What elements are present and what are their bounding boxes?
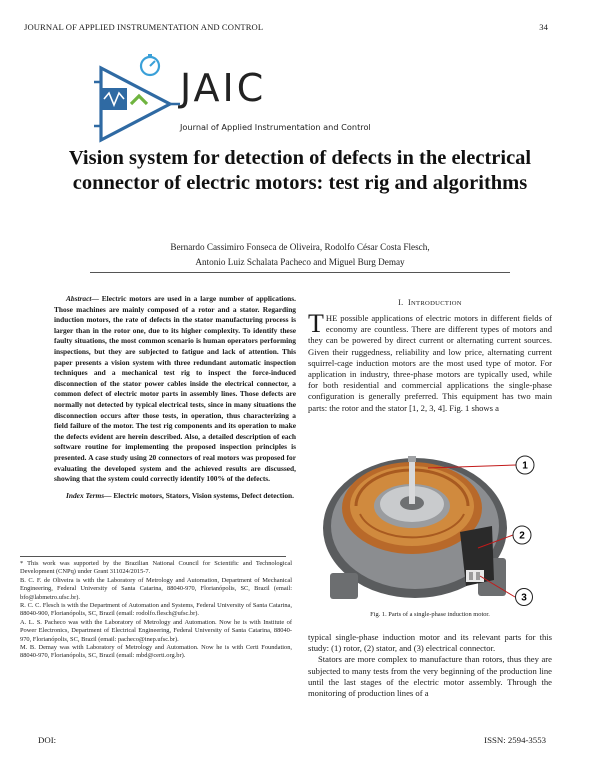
footnote-author-1: B. C. F. de Oliveira is with the Laboratory of Metrology and Automation, Department of Mechanical Engineering, Federal University of Santa Catarina, 88040-970, Florianópolis, SC, Brazil (email: bfo@labmetro.ufsc.br). bbox=[20, 576, 292, 601]
paper-title: Vision system for detection of defects in the electrical connector of electric motors: test rig and algorithms bbox=[68, 147, 532, 194]
index-terms-label: Index Terms— bbox=[66, 490, 112, 500]
footnote-author-2: R. C. C. Flesch is with the Department of Automation and Systems, Federal University of Santa Catarina, 88040-900, Florianópolis, SC, Brazil (email: rodolfo.flesch@ufsc.br). bbox=[20, 602, 292, 618]
running-head bbox=[24, 22, 548, 34]
callout-rotor bbox=[516, 456, 534, 474]
journal-full-name: Journal of Applied Instrumentation and Control bbox=[180, 122, 371, 132]
abstract bbox=[54, 294, 296, 485]
authors-line-2: Antonio Luiz Schalata Pacheco and Miguel Burg Demay bbox=[195, 257, 405, 267]
page-number: 34 bbox=[539, 22, 548, 32]
footnote-author-4: M. B. Demay was with Laboratory of Metrology and Automation. Now he is with Certi Foundation, 88040-970, Florianópolis, SC, Brazil (email: mbd@certi.org.br). bbox=[20, 644, 292, 660]
index-terms-text: Electric motors, Stators, Vision systems, Defect detection. bbox=[111, 490, 294, 500]
callout-connector bbox=[516, 589, 533, 606]
figure-motor-photo bbox=[310, 448, 550, 606]
section-numeral: I. bbox=[398, 298, 404, 307]
callout-stator bbox=[513, 526, 531, 544]
right-column bbox=[308, 298, 552, 414]
motor-illustration bbox=[310, 448, 550, 606]
index-terms bbox=[54, 491, 296, 502]
abstract-label: Abstract— bbox=[66, 294, 99, 303]
section-heading-initial: I bbox=[407, 298, 411, 307]
journal-acronym: JAIC bbox=[180, 66, 267, 110]
amplifier-logo-icon bbox=[92, 46, 192, 146]
section-heading-rest: NTRODUCTION bbox=[410, 300, 462, 307]
callout-label-1: 1 bbox=[522, 460, 528, 472]
journal-logo bbox=[92, 46, 412, 146]
abstract-text: Electric motors are used in a large number of applications. Those machines are mainly composed of a rotor and a stator. Regarding induction motors, the rate of defects in the stator manufacturing process is larger than in the rotor one, due to its higher complexity. To identify these faulty situations, the most common scenario is human operators performing inspections, but they are subjected to fatigue and lack of attention. This paper presents a vision system with three redundant automatic inspection techniques and a mechanical test rig to inspect the force-induced disconnection of the stator power cables inside the electrical connector, a common defect of electric motor parts in assembly lines. Those defects are normally not detected by typical electrical tests, since in many situations the disconnection occurs after those tests, in operation, thus characterizing a field failure of the motor. The test rig components and its operation to make the defects evident are herein described. Also, a detailed description of each software routine for implementing the proposed inspection principles is presented. A case study using 20 connectors of real motors was proposed for evaluating the developed system and the achieved results are discussed, showing that the system could correctly identify 100% of the defects. bbox=[54, 294, 296, 484]
intro-paragraph-1-continued: typical single-phase induction motor and its relevant parts for this study: (1) rotor, (2) stator, and (3) electrical connector. bbox=[308, 632, 552, 654]
authors-line-1: Bernardo Cassimiro Fonseca de Oliveira, Rodolfo César Costa Flesch, bbox=[170, 242, 430, 252]
footnotes bbox=[20, 560, 292, 661]
figure-caption: Fig. 1. Parts of a single-phase induction motor. bbox=[370, 611, 490, 618]
footnote-author-3: A. L. S. Pacheco was with the Laboratory of Metrology and Automation. Now he is with Institute of Power Electronics, Department of Electrical Engineering, Federal University of Santa Catarina, 88040-970, Florianópolis, SC, Brazil (email: pacheco@inep.ufsc.br). bbox=[20, 618, 292, 643]
left-column bbox=[54, 294, 296, 501]
intro-paragraph-1 bbox=[308, 309, 552, 414]
footer-doi: DOI: bbox=[38, 735, 57, 745]
footnote-divider bbox=[20, 556, 286, 557]
callout-label-3: 3 bbox=[521, 592, 527, 604]
intro-paragraph-1-text: HE possible applications of electric motors in different fields of economy are countless. There are different types of motors and they can be powered by direct current or alternating current sources. Given their ruggedness, reliability and low price, alternating current squirrel-cage induction motors are the most used type of motor. For application in industry, three-phase motors are typically used, while for both residential and commercial applications the single-phase configuration is generally preferred. This equipment has two main parts: the rotor and the stator [1, 2, 3, 4]. Fig. 1 shows a bbox=[308, 313, 552, 413]
running-head-journal: JOURNAL OF APPLIED INSTRUMENTATION AND CONTROL bbox=[24, 22, 264, 32]
callout-label-2: 2 bbox=[519, 530, 525, 542]
section-heading-introduction bbox=[308, 298, 552, 307]
title-divider bbox=[90, 272, 510, 273]
right-column-continued bbox=[308, 632, 552, 699]
drop-cap: T bbox=[308, 309, 324, 338]
footnote-funding: * This work was supported by the Brazilian National Council for Scientific and Technological Development (CNPq) under Grant 311024/2015-7. bbox=[20, 560, 292, 576]
author-list bbox=[60, 240, 540, 270]
intro-paragraph-2: Stators are more complex to manufacture than rotors, thus they are subjected to many tests from the very beginning of the production line until the last stages of the electric motor assembly. Through the monitoring of production lines of a bbox=[308, 654, 552, 699]
footer-issn: ISSN: 2594-3553 bbox=[484, 735, 546, 745]
